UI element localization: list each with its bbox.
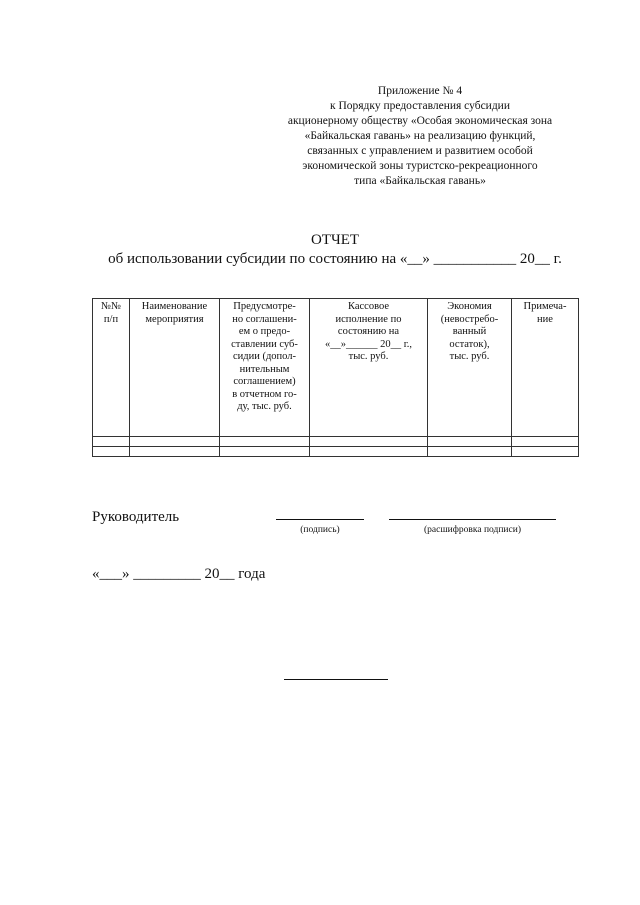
table-cell: [93, 447, 130, 457]
table-header-row: [93, 299, 579, 437]
date-line: «___» _________ 20__ года: [92, 566, 266, 582]
header-number: №№ п/п: [93, 299, 130, 437]
signature-decode-caption: (расшифровка подписи): [424, 525, 521, 535]
table-cell: [130, 447, 220, 457]
head-label: Руководитель: [92, 509, 180, 525]
signature-line: [276, 519, 364, 520]
appendix-line: Приложение № 4: [377, 85, 463, 97]
header-cash-execution: Кассовое исполнение по состоянию на «__»______ 20__ г., тыс. руб.: [310, 299, 428, 437]
table-cell: [512, 437, 579, 447]
table-cell: [220, 447, 310, 457]
header-planned-amount: Предусмотре- но соглашени- ем о предо- ставлении суб- сидии (допол- нительным соглашением) в отчетном го- ду, тыс. руб.: [220, 299, 310, 437]
appendix-block: [250, 84, 590, 189]
appendix-line: связанных с управлением и развитием особой: [307, 145, 533, 157]
report-title: ОТЧЕТ: [310, 232, 360, 248]
table-cell: [310, 447, 428, 457]
table-cell: [220, 437, 310, 447]
signature-caption: (подпись): [300, 525, 340, 535]
table-cell: [93, 437, 130, 447]
table-row: [93, 437, 579, 447]
signature-decode-line: [389, 519, 556, 520]
report-table: [92, 298, 579, 457]
bottom-divider-line: [284, 679, 388, 680]
report-subtitle: об использовании субсидии по состоянию на «__» ___________ 20__ г.: [108, 251, 562, 267]
table-cell: [428, 447, 512, 457]
appendix-line: «Байкальская гавань» на реализацию функций,: [304, 130, 536, 142]
table-cell: [310, 437, 428, 447]
appendix-line: к Порядку предоставления субсидии: [330, 100, 510, 112]
appendix-line: экономической зоны туристско-рекреационного: [302, 160, 538, 172]
table-cell: [428, 437, 512, 447]
appendix-line: акционерному обществу «Особая экономическая зона: [287, 115, 553, 127]
table-cell: [512, 447, 579, 457]
table-cell: [130, 437, 220, 447]
table-row: [93, 447, 579, 457]
appendix-line: типа «Байкальская гавань»: [354, 175, 486, 187]
header-savings: Экономия (невостребо- ванный остаток), тыс. руб.: [428, 299, 512, 437]
header-event-name: Наименование мероприятия: [130, 299, 220, 437]
header-note: Примеча- ние: [512, 299, 579, 437]
